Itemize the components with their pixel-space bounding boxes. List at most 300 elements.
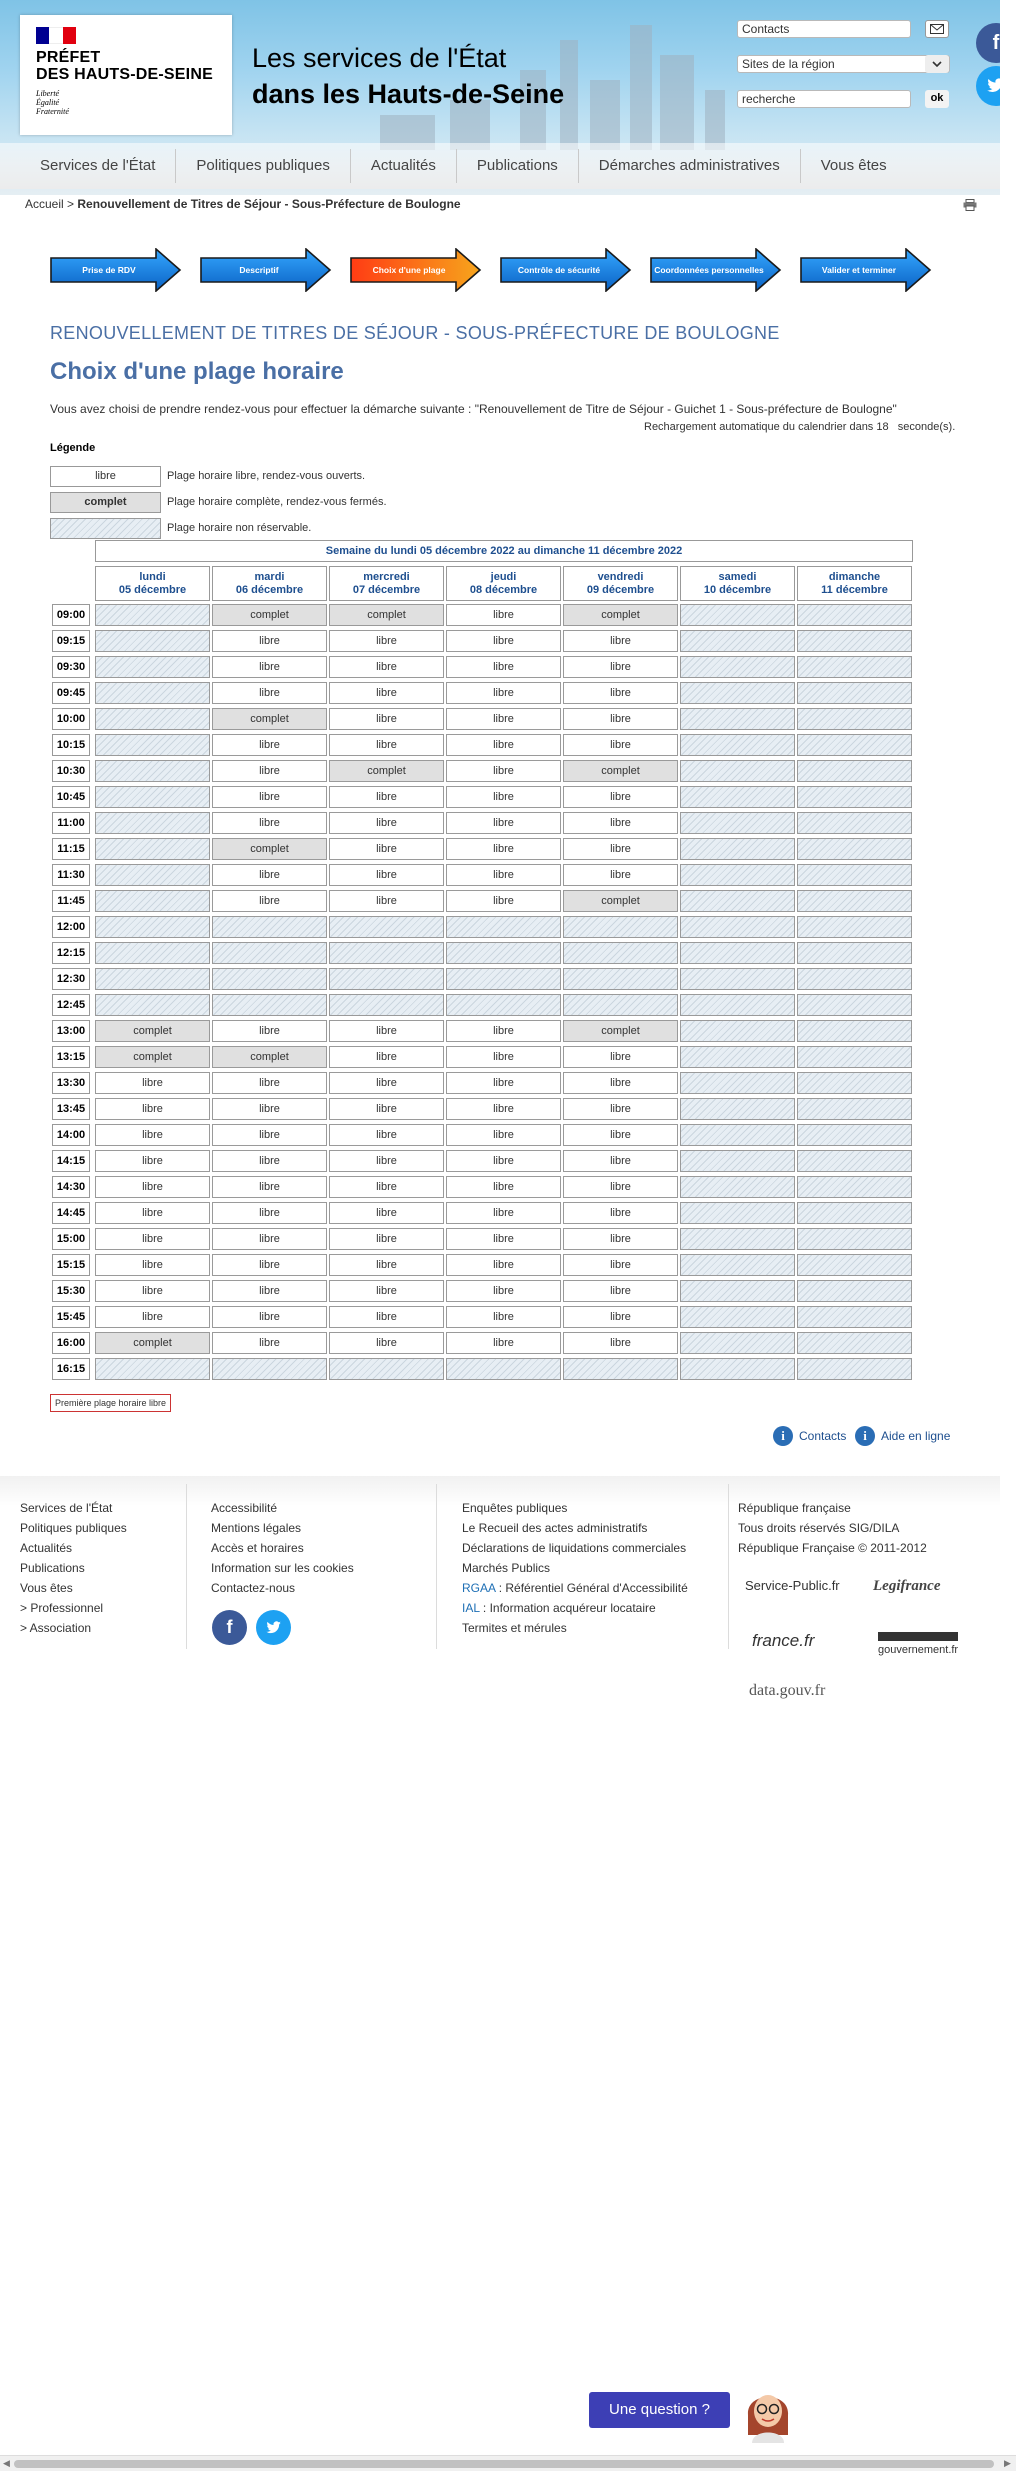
footer-link[interactable]: Termites et mérules: [462, 1621, 567, 1635]
time-label: 10:00: [52, 708, 90, 730]
slot-free[interactable]: libre: [329, 1280, 444, 1302]
time-label: 14:00: [52, 1124, 90, 1146]
slot-free[interactable]: libre: [563, 864, 678, 886]
slot-free[interactable]: libre: [95, 1202, 210, 1224]
slot-full: complet: [563, 890, 678, 912]
prefet-label: PRÉFET DES HAUTS-DE-SEINE: [36, 49, 213, 83]
contacts-field[interactable]: Contacts: [737, 20, 911, 38]
slot-free[interactable]: libre: [446, 890, 561, 912]
footer-text: Tous droits réservés SIG/DILA: [738, 1521, 900, 1535]
footer-link[interactable]: Actualités: [20, 1541, 73, 1555]
slot-unavailable: [680, 968, 795, 990]
slot-unavailable: [797, 1202, 912, 1224]
slot-free[interactable]: libre: [329, 708, 444, 730]
slot-unavailable: [680, 890, 795, 912]
page-title: Choix d'une plage horaire: [50, 358, 344, 385]
service-public-logo[interactable]: Service-Public.fr: [745, 1578, 840, 1593]
slot-unavailable: [797, 942, 912, 964]
slot-unavailable: [680, 1254, 795, 1276]
slot-unavailable: [797, 1150, 912, 1172]
site-header: [0, 0, 1000, 195]
slot-free[interactable]: libre: [329, 1124, 444, 1146]
slot-free[interactable]: libre: [95, 1098, 210, 1120]
slot-unavailable: [95, 968, 210, 990]
slot-unavailable: [797, 1228, 912, 1250]
slot-free[interactable]: libre: [563, 734, 678, 756]
slot-free[interactable]: libre: [212, 890, 327, 912]
slot-free[interactable]: libre: [446, 1202, 561, 1224]
footer-link-ial[interactable]: IAL : Information acquéreur locataire: [462, 1601, 656, 1615]
france-fr-logo[interactable]: france.fr: [752, 1631, 815, 1650]
slot-unavailable: [329, 968, 444, 990]
slot-unavailable: [797, 916, 912, 938]
slot-free[interactable]: libre: [212, 1072, 327, 1094]
slot-free[interactable]: libre: [446, 1306, 561, 1328]
legend-text-full: Plage horaire complète, rendez-vous fermés.: [167, 496, 387, 508]
slot-unavailable: [95, 656, 210, 678]
gouvernement-logo[interactable]: gouvernement.fr: [878, 1632, 958, 1656]
slot-full: complet: [95, 1046, 210, 1068]
slot-unavailable: [446, 916, 561, 938]
slot-free[interactable]: libre: [329, 1254, 444, 1276]
slot-unavailable: [797, 734, 912, 756]
breadcrumb: [25, 197, 461, 211]
slot-full: complet: [212, 708, 327, 730]
slot-free[interactable]: libre: [563, 630, 678, 652]
slot-free[interactable]: libre: [446, 656, 561, 678]
slot-free[interactable]: libre: [446, 838, 561, 860]
slot-unavailable: [797, 838, 912, 860]
slot-free[interactable]: libre: [446, 1072, 561, 1094]
slot-free[interactable]: libre: [446, 682, 561, 704]
slot-unavailable: [95, 838, 210, 860]
info-icon: i: [773, 1426, 793, 1446]
progress-steps: [50, 248, 950, 292]
nav-item-publications[interactable]: Publications: [457, 149, 579, 183]
slot-free[interactable]: libre: [212, 1124, 327, 1146]
slot-unavailable: [329, 916, 444, 938]
slot-unavailable: [563, 916, 678, 938]
nav-item-services[interactable]: Services de l'État: [20, 149, 176, 183]
slot-free[interactable]: libre: [212, 760, 327, 782]
footer-col-4: [738, 1498, 927, 1558]
slot-free[interactable]: libre: [329, 1098, 444, 1120]
slot-unavailable: [212, 994, 327, 1016]
slot-free[interactable]: libre: [212, 1150, 327, 1172]
slot-free[interactable]: libre: [563, 838, 678, 860]
aide-en-ligne-link[interactable]: i Aide en ligne: [855, 1426, 950, 1446]
slot-free[interactable]: libre: [329, 734, 444, 756]
time-label: 09:15: [52, 630, 90, 652]
slot-free[interactable]: libre: [563, 1124, 678, 1146]
mail-icon[interactable]: [925, 20, 949, 38]
site-footer: [0, 1476, 1000, 1706]
time-label: 11:30: [52, 864, 90, 886]
footer-link[interactable]: Publications: [20, 1561, 85, 1575]
slot-unavailable: [95, 994, 210, 1016]
slot-free[interactable]: libre: [329, 838, 444, 860]
demarche-heading: RENOUVELLEMENT DE TITRES DE SÉJOUR - SOUS-PRÉFECTURE DE BOULOGNE: [50, 323, 780, 343]
footer-twitter-icon[interactable]: [256, 1610, 291, 1645]
slot-unavailable: [563, 942, 678, 964]
slot-free[interactable]: libre: [329, 786, 444, 808]
slot-free[interactable]: libre: [563, 1332, 678, 1354]
legend-item-free: [50, 465, 365, 487]
chat-question-button[interactable]: Une question ?: [589, 2392, 730, 2428]
intro-text: Vous avez choisi de prendre rendez-vous pour effectuer la démarche suivante : "Renouvellement de Titre de Séjour - Guichet 1 - Sous-préfecture de Boulogne": [50, 402, 897, 416]
slot-unavailable: [680, 1046, 795, 1068]
legend-item-full: [50, 491, 387, 513]
data-gouv-logo[interactable]: data.gouv.fr: [749, 1682, 826, 1699]
day-header-samedi: samedi 10 décembre: [680, 566, 795, 601]
slot-free[interactable]: libre: [446, 812, 561, 834]
prefecture-logo[interactable]: [20, 15, 232, 135]
sites-region-select[interactable]: Sites de la région: [737, 55, 950, 73]
legend-box-unavailable: [50, 518, 161, 539]
slot-free[interactable]: libre: [95, 1124, 210, 1146]
slot-unavailable: [680, 994, 795, 1016]
slot-free[interactable]: libre: [212, 786, 327, 808]
slot-free[interactable]: libre: [563, 786, 678, 808]
slot-free[interactable]: libre: [212, 1306, 327, 1328]
footer-link[interactable]: Enquêtes publiques: [462, 1501, 568, 1515]
legend-box-free: libre: [50, 466, 161, 487]
slot-free[interactable]: libre: [329, 656, 444, 678]
slot-free[interactable]: libre: [446, 630, 561, 652]
time-label: 09:00: [52, 604, 90, 626]
slot-free[interactable]: libre: [563, 1280, 678, 1302]
slot-free[interactable]: libre: [329, 1046, 444, 1068]
footer-link-rgaa[interactable]: RGAA : Référentiel Général d'Accessibilité: [462, 1581, 688, 1595]
footer-col-3: [462, 1498, 688, 1638]
scroll-right-icon[interactable]: ▶: [1004, 2458, 1011, 2468]
slot-unavailable: [797, 630, 912, 652]
step-2: Descriptif: [200, 248, 332, 292]
slot-full: complet: [212, 1046, 327, 1068]
slot-free[interactable]: libre: [212, 656, 327, 678]
slot-full: complet: [563, 760, 678, 782]
slot-free[interactable]: libre: [446, 734, 561, 756]
slot-unavailable: [95, 942, 210, 964]
day-header-mardi: mardi 06 décembre: [212, 566, 327, 601]
footer-link[interactable]: > Professionnel: [20, 1601, 104, 1615]
nav-item-politiques[interactable]: Politiques publiques: [176, 149, 350, 183]
slot-unavailable: [680, 630, 795, 652]
slot-free[interactable]: libre: [329, 1072, 444, 1094]
time-label: 13:45: [52, 1098, 90, 1120]
slot-free[interactable]: libre: [329, 1306, 444, 1328]
slot-unavailable: [95, 1358, 210, 1380]
slot-free[interactable]: libre: [329, 1332, 444, 1354]
slot-unavailable: [680, 1098, 795, 1120]
slot-unavailable: [329, 942, 444, 964]
breadcrumb-home[interactable]: Accueil: [25, 197, 64, 211]
slot-unavailable: [797, 656, 912, 678]
info-icon: i: [855, 1426, 875, 1446]
slot-full: complet: [212, 604, 327, 626]
slot-unavailable: [680, 1176, 795, 1198]
slot-free[interactable]: libre: [95, 1254, 210, 1276]
footer-link[interactable]: Déclarations de liquidations commerciales: [462, 1541, 687, 1555]
slot-unavailable: [680, 682, 795, 704]
slot-free[interactable]: libre: [329, 1202, 444, 1224]
slot-free[interactable]: libre: [212, 864, 327, 886]
time-label: 09:30: [52, 656, 90, 678]
slot-unavailable: [797, 760, 912, 782]
slot-unavailable: [797, 1176, 912, 1198]
slot-free[interactable]: libre: [563, 1072, 678, 1094]
footer-divider: [728, 1484, 729, 1649]
time-label: 13:00: [52, 1020, 90, 1042]
slot-free[interactable]: libre: [329, 864, 444, 886]
time-label: 12:00: [52, 916, 90, 938]
slot-free[interactable]: libre: [563, 1150, 678, 1172]
slot-unavailable: [95, 708, 210, 730]
footer-text: République française: [738, 1501, 851, 1515]
slot-free[interactable]: libre: [446, 708, 561, 730]
legend-text-unavailable: Plage horaire non réservable.: [167, 522, 312, 534]
nav-item-demarches[interactable]: Démarches administratives: [579, 149, 801, 183]
slot-free[interactable]: libre: [212, 734, 327, 756]
slot-free[interactable]: libre: [446, 1150, 561, 1172]
slot-free[interactable]: libre: [563, 1202, 678, 1224]
slot-full: complet: [329, 604, 444, 626]
time-label: 11:00: [52, 812, 90, 834]
slot-unavailable: [563, 1358, 678, 1380]
footer-link[interactable]: Mentions légales: [211, 1521, 302, 1535]
slot-free[interactable]: libre: [446, 760, 561, 782]
slot-free[interactable]: libre: [563, 1306, 678, 1328]
slot-free[interactable]: libre: [329, 1176, 444, 1198]
nav-item-actualites[interactable]: Actualités: [351, 149, 457, 183]
slot-unavailable: [680, 916, 795, 938]
slot-unavailable: [680, 1332, 795, 1354]
slot-free[interactable]: libre: [329, 682, 444, 704]
time-label: 10:30: [52, 760, 90, 782]
legend-item-unavailable: [50, 517, 311, 539]
slot-free[interactable]: libre: [212, 682, 327, 704]
slot-unavailable: [797, 1098, 912, 1120]
twitter-icon[interactable]: [976, 66, 1000, 106]
slot-unavailable: [797, 682, 912, 704]
slot-unavailable: [95, 760, 210, 782]
slot-unavailable: [680, 1306, 795, 1328]
slot-unavailable: [95, 682, 210, 704]
reload-seconds: 18: [876, 421, 889, 433]
slot-unavailable: [797, 708, 912, 730]
slot-free[interactable]: libre: [95, 1228, 210, 1250]
slot-free[interactable]: libre: [95, 1176, 210, 1198]
slot-unavailable: [680, 1150, 795, 1172]
scrollbar-thumb[interactable]: [14, 2460, 994, 2468]
slot-unavailable: [95, 630, 210, 652]
slot-free[interactable]: libre: [212, 1202, 327, 1224]
slot-free[interactable]: libre: [446, 1046, 561, 1068]
slot-unavailable: [95, 786, 210, 808]
footer-link[interactable]: Le Recueil des actes administratifs: [462, 1521, 648, 1535]
slot-unavailable: [797, 968, 912, 990]
day-header-mercredi: mercredi 07 décembre: [329, 566, 444, 601]
legend-text-free: Plage horaire libre, rendez-vous ouverts.: [167, 470, 366, 482]
slot-unavailable: [797, 994, 912, 1016]
slot-unavailable: [680, 760, 795, 782]
slot-unavailable: [797, 1046, 912, 1068]
reload-notice: Rechargement automatique du calendrier dans 18 seconde(s).: [644, 421, 956, 433]
time-label: 16:00: [52, 1332, 90, 1354]
footer-divider: [186, 1484, 187, 1649]
breadcrumb-current: Renouvellement de Titres de Séjour - Sous-Préfecture de Boulogne: [77, 197, 461, 211]
footer-link[interactable]: Accessibilité: [211, 1501, 278, 1515]
footer-link[interactable]: Marchés Publics: [462, 1561, 551, 1575]
republic-flag-icon: [36, 27, 76, 44]
slot-free[interactable]: libre: [446, 1020, 561, 1042]
slot-free[interactable]: libre: [212, 1332, 327, 1354]
footer-link[interactable]: Contactez-nous: [211, 1581, 296, 1595]
slot-unavailable: [95, 734, 210, 756]
flag-white: [49, 27, 62, 44]
slot-unavailable: [680, 1228, 795, 1250]
slot-free[interactable]: libre: [329, 1020, 444, 1042]
footer-link[interactable]: Services de l'État: [20, 1501, 113, 1515]
slot-free[interactable]: libre: [563, 1046, 678, 1068]
time-label: 13:30: [52, 1072, 90, 1094]
contacts-link[interactable]: i Contacts: [773, 1426, 846, 1446]
slot-free[interactable]: libre: [446, 1124, 561, 1146]
slot-free[interactable]: libre: [212, 630, 327, 652]
slot-unavailable: [797, 1020, 912, 1042]
slot-unavailable: [563, 994, 678, 1016]
slot-unavailable: [446, 1358, 561, 1380]
legend-title: Légende: [50, 442, 96, 454]
time-label: 15:45: [52, 1306, 90, 1328]
slot-free[interactable]: libre: [563, 812, 678, 834]
facebook-icon[interactable]: f: [976, 23, 1000, 63]
slot-free[interactable]: libre: [446, 864, 561, 886]
slot-free[interactable]: libre: [446, 1098, 561, 1120]
slot-unavailable: [797, 1124, 912, 1146]
slot-free[interactable]: libre: [446, 1280, 561, 1302]
slot-free[interactable]: libre: [329, 1150, 444, 1172]
slot-free[interactable]: libre: [95, 1280, 210, 1302]
horizontal-scrollbar[interactable]: [0, 2455, 1016, 2471]
slot-full: complet: [95, 1020, 210, 1042]
slot-free[interactable]: libre: [212, 1280, 327, 1302]
day-header-jeudi: jeudi 08 décembre: [446, 566, 561, 601]
first-free-slot-button[interactable]: Première plage horaire libre: [50, 1394, 171, 1412]
slot-unavailable: [680, 812, 795, 834]
search-input[interactable]: recherche: [737, 90, 911, 108]
slot-unavailable: [680, 1072, 795, 1094]
slot-free[interactable]: libre: [446, 1254, 561, 1276]
slot-free[interactable]: libre: [563, 1254, 678, 1276]
slot-unavailable: [563, 968, 678, 990]
slot-free[interactable]: libre: [563, 1228, 678, 1250]
footer-link[interactable]: Vous êtes: [20, 1581, 73, 1595]
slot-unavailable: [797, 864, 912, 886]
slot-free[interactable]: libre: [212, 1228, 327, 1250]
slot-unavailable: [329, 994, 444, 1016]
time-label: 13:15: [52, 1046, 90, 1068]
time-label: 15:00: [52, 1228, 90, 1250]
slot-unavailable: [797, 604, 912, 626]
slot-unavailable: [212, 968, 327, 990]
slot-unavailable: [95, 890, 210, 912]
slot-free[interactable]: libre: [95, 1150, 210, 1172]
legifrance-logo[interactable]: Legifrance: [873, 1578, 941, 1594]
day-header-dimanche: dimanche 11 décembre: [797, 566, 912, 601]
slot-free[interactable]: libre: [212, 812, 327, 834]
slot-unavailable: [446, 942, 561, 964]
slot-unavailable: [680, 1124, 795, 1146]
slot-free[interactable]: libre: [212, 1176, 327, 1198]
slot-unavailable: [680, 1020, 795, 1042]
slot-free[interactable]: libre: [212, 1254, 327, 1276]
slot-free[interactable]: libre: [446, 1332, 561, 1354]
slot-free[interactable]: libre: [563, 1098, 678, 1120]
time-label: 15:15: [52, 1254, 90, 1276]
slot-unavailable: [446, 968, 561, 990]
footer-divider: [436, 1484, 437, 1649]
slot-unavailable: [680, 656, 795, 678]
slot-unavailable: [95, 812, 210, 834]
print-icon[interactable]: [963, 198, 977, 210]
slot-free[interactable]: libre: [329, 890, 444, 912]
footer-link[interactable]: Information sur les cookies: [211, 1561, 354, 1575]
slot-unavailable: [680, 1280, 795, 1302]
slot-free[interactable]: libre: [329, 812, 444, 834]
slot-free[interactable]: libre: [95, 1072, 210, 1094]
slot-unavailable: [797, 1072, 912, 1094]
search-ok-button[interactable]: ok: [925, 90, 949, 108]
slot-unavailable: [212, 942, 327, 964]
flag-red: [63, 27, 76, 44]
chevron-down-icon[interactable]: [925, 55, 949, 73]
scroll-left-icon[interactable]: ◀: [3, 2458, 10, 2468]
slot-unavailable: [797, 1280, 912, 1302]
slot-free[interactable]: libre: [212, 1098, 327, 1120]
slot-unavailable: [212, 916, 327, 938]
breadcrumb-separator: >: [67, 197, 75, 211]
footer-facebook-icon[interactable]: f: [212, 1610, 247, 1645]
slot-free[interactable]: libre: [446, 1176, 561, 1198]
week-header: Semaine du lundi 05 décembre 2022 au dimanche 11 décembre 2022: [95, 540, 913, 562]
slot-free[interactable]: libre: [563, 708, 678, 730]
footer-link[interactable]: Politiques publiques: [20, 1521, 127, 1535]
time-label: 12:45: [52, 994, 90, 1016]
slot-free[interactable]: libre: [446, 786, 561, 808]
slot-free[interactable]: libre: [329, 1228, 444, 1250]
nav-item-vous-etes[interactable]: Vous êtes: [820, 157, 887, 174]
footer-col-1: [20, 1498, 127, 1638]
slot-free[interactable]: libre: [446, 604, 561, 626]
slot-unavailable: [95, 916, 210, 938]
slot-free[interactable]: libre: [563, 682, 678, 704]
slot-free[interactable]: libre: [329, 630, 444, 652]
slot-unavailable: [680, 734, 795, 756]
slot-free[interactable]: libre: [212, 1020, 327, 1042]
footer-link[interactable]: Accès et horaires: [211, 1541, 304, 1555]
slot-free[interactable]: libre: [95, 1306, 210, 1328]
slot-free[interactable]: libre: [563, 1176, 678, 1198]
time-label: 16:15: [52, 1358, 90, 1380]
chatbot-avatar-icon[interactable]: [744, 2381, 792, 2443]
footer-text: République Française © 2011-2012: [738, 1541, 927, 1555]
slot-free[interactable]: libre: [446, 1228, 561, 1250]
slot-free[interactable]: libre: [563, 656, 678, 678]
site-title[interactable]: [252, 40, 564, 112]
footer-link[interactable]: > Association: [20, 1621, 92, 1635]
time-label: 12:30: [52, 968, 90, 990]
